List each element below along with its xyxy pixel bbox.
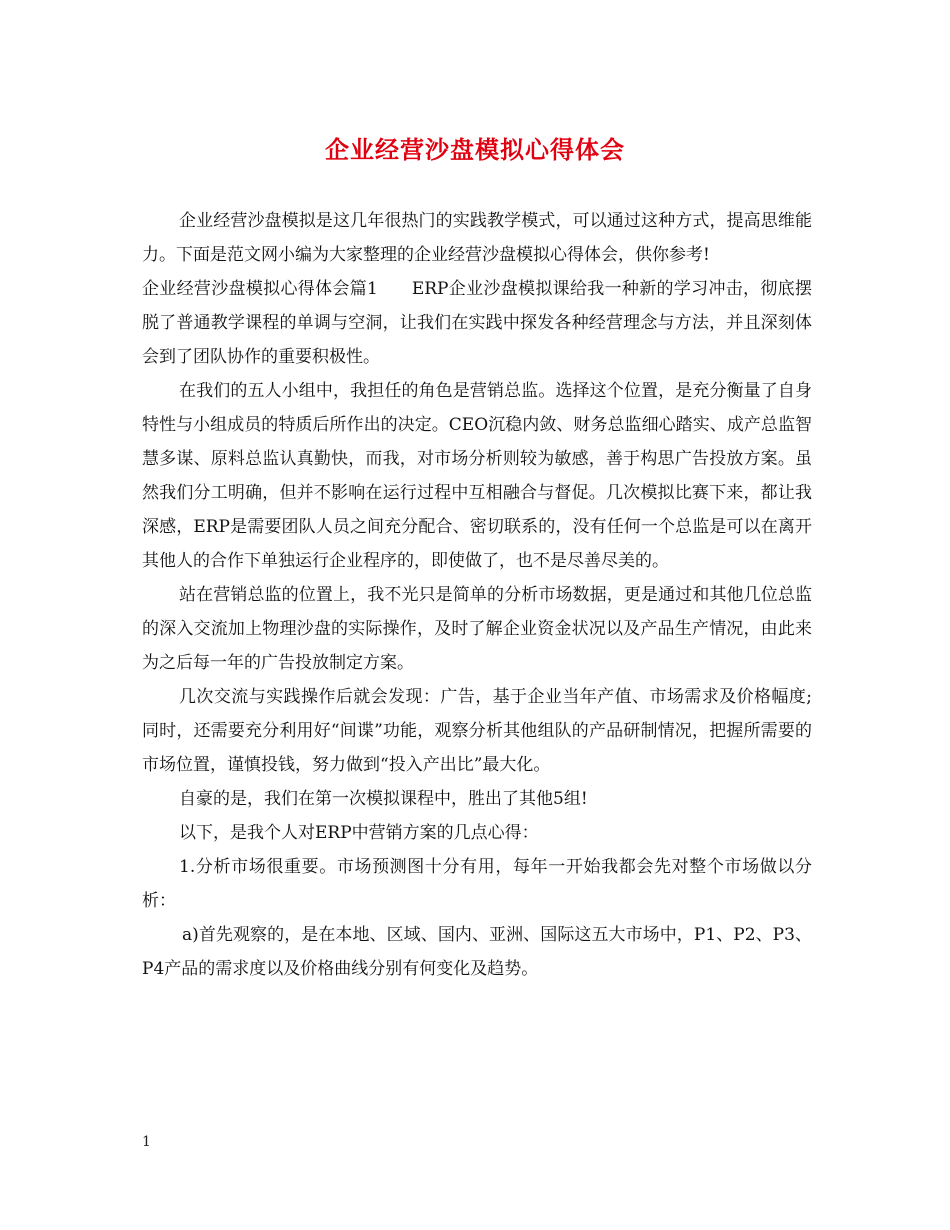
page-number: 1 — [142, 1134, 151, 1150]
body-paragraph-role: 在我们的五人小组中，我担任的角色是营销总监。选择这个位置，是充分衡量了自身特性与小组成员的特质后所作出的决定。CEO沉稳内敛、财务总监细心踏实、成产总监智慧多谋、原料总监认真勤快，而我，对市场分析则较为敏感，善于构思广告投放方案。虽然我们分工明确，但并不影响在运行过程中互相融合与督促。几次模拟比赛下来，都让我深感，ERP是需要团队人员之间充分配合、密切联系的，没有任何一个总监是可以在离开其他人的合作下单独运行企业程序的，即使做了，也不是尽善尽美的。 — [142, 381, 812, 571]
document-title: 企业经营沙盘模拟心得体会 — [325, 135, 625, 164]
section-label: 企业经营沙盘模拟心得体会篇1 — [142, 279, 378, 299]
lettered-item-a: a)首先观察的，是在本地、区域、国内、亚洲、国际这五大市场中，P1、P2、P3、P4产品的需求度以及价格曲线分别有何变化及趋势。 — [142, 925, 812, 979]
body-paragraph-proud: 自豪的是，我们在第一次模拟课程中，胜出了其他5组! — [179, 789, 588, 809]
body-paragraph-marketing: 站在营销总监的位置上，我不光只是简单的分析市场数据，更是通过和其他几位总监的深入交流加上物理沙盘的实际操作，及时了解企业资金状况以及产品生产情况，由此来为之后每一年的广告投放制定方案。 — [142, 585, 812, 673]
body-paragraph-insights-intro: 以下，是我个人对ERP中营销方案的几点心得： — [179, 823, 539, 843]
section-paragraph-1 — [142, 272, 812, 374]
document-body — [142, 204, 812, 986]
section-paragraph-text: ERP企业沙盘模拟课给我一种新的学习冲击，彻底摆脱了普通教学课程的单调与空洞，让我们在实践中探发各种经营理念与方法，并且深刻体会到了团队协作的重要积极性。 — [142, 279, 812, 367]
numbered-item-1: 1.分析市场很重要。市场预测图十分有用，每年一开始我都会先对整个市场做以分析： — [142, 857, 812, 911]
body-paragraph-advertising: 几次交流与实践操作后就会发现：广告，基于企业当年产值、市场需求及价格幅度;同时，还需要充分利用好“间谍”功能，观察分析其他组队的产品研制情况，把握所需要的市场位置，谨慎投钱，努力做到“投入产出比”最大化。 — [142, 687, 812, 775]
intro-paragraph: 企业经营沙盘模拟是这几年很热门的实践教学模式，可以通过这种方式，提高思维能力。下面是范文网小编为大家整理的企业经营沙盘模拟心得体会，供你参考! — [142, 211, 812, 265]
